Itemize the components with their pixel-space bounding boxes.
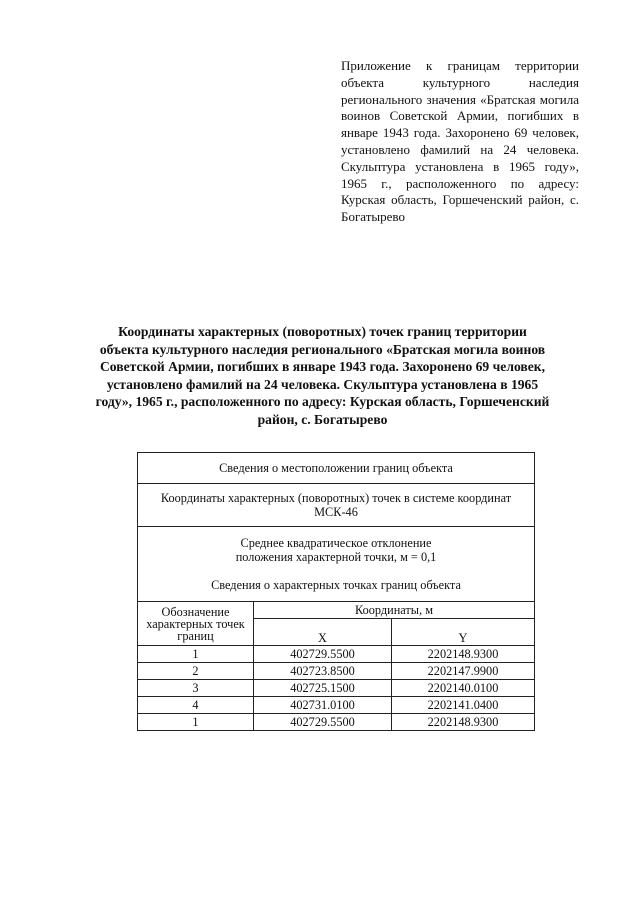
point-y: 2202141.0400 xyxy=(392,697,535,714)
table-row xyxy=(138,680,535,697)
deviation-line-1: Среднее квадратическое отклонение xyxy=(240,536,432,550)
coordinates-header: Координаты, м xyxy=(254,602,535,619)
point-y: 2202140.0100 xyxy=(392,680,535,697)
point-y: 2202147.9900 xyxy=(392,663,535,680)
point-id: 3 xyxy=(138,680,254,697)
point-y: 2202148.9300 xyxy=(392,714,535,731)
document-title: Координаты характерных (поворотных) точек границ территории объекта культурного наследия регионального «Братская могила воинов Советской Армии, погибших в январе 1943 года. Захоронено 69 человек, установлено фамилий на 24 человека. Скульптура установлена в 1965 году», 1965 г., расположенного по адресу: Курская область, Горшеченский район, с. Богатырево xyxy=(95,324,550,427)
x-header: X xyxy=(254,619,392,646)
point-x: 402731.0100 xyxy=(254,697,392,714)
point-x: 402723.8500 xyxy=(254,663,392,680)
section-title: Сведения о местоположении границ объекта xyxy=(138,453,535,484)
table-row xyxy=(138,697,535,714)
deviation-block xyxy=(138,527,535,602)
coordinate-system: Координаты характерных (поворотных) точек в системе координат МСК-46 xyxy=(138,484,535,527)
point-id: 1 xyxy=(138,714,254,731)
point-y: 2202148.9300 xyxy=(392,646,535,663)
point-x: 402725.1500 xyxy=(254,680,392,697)
point-id: 4 xyxy=(138,697,254,714)
point-x: 402729.5500 xyxy=(254,646,392,663)
table-row xyxy=(138,646,535,663)
coordinates-table xyxy=(137,452,535,731)
appendix-note: Приложение к границам территории объекта культурного наследия регионального значения «Братская могила воинов Советской Армии, погибших в январе 1943 года. Захоронено 69 человек, установлено фамилий на 24 человека. Скульптура установлена в 1965 году», 1965 г., расположенного по адресу: Курская область, Горшеченский район, с. Богатырево xyxy=(341,58,579,225)
spacer xyxy=(142,564,530,578)
point-id: 1 xyxy=(138,646,254,663)
points-info: Сведения о характерных точках границ объекта xyxy=(211,578,461,592)
deviation-line-2: положения характерной точки, м = 0,1 xyxy=(235,550,437,564)
table-row xyxy=(138,663,535,680)
y-header: Y xyxy=(392,619,535,646)
table-row xyxy=(138,714,535,731)
designation-header: Обозначение характерных точек границ xyxy=(138,602,254,646)
point-id: 2 xyxy=(138,663,254,680)
point-x: 402729.5500 xyxy=(254,714,392,731)
